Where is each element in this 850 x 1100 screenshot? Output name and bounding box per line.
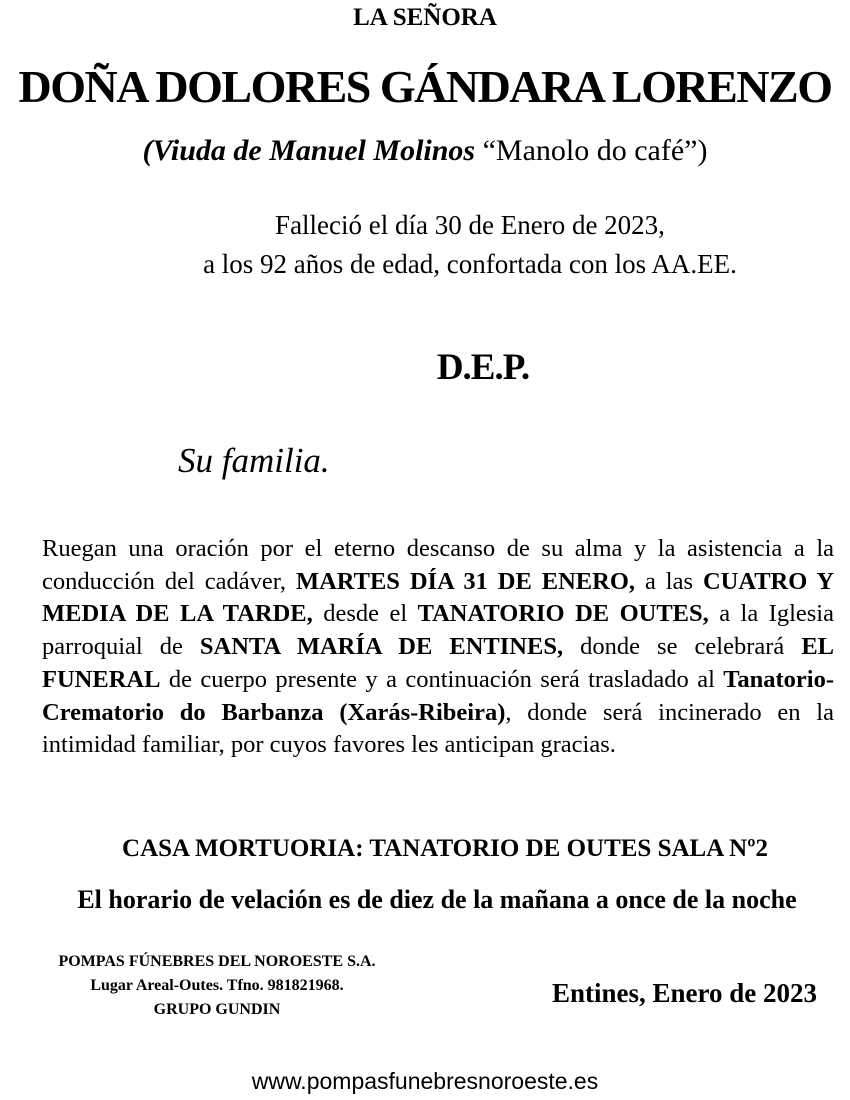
body-text-5: donde se celebrará <box>563 633 802 661</box>
death-age-line: a los 92 años de edad, confortada con los AA.EE. <box>203 249 737 279</box>
widow-line <box>0 134 850 168</box>
visiting-hours: El horario de velación es de diez de la mañana a once de la noche <box>77 885 797 914</box>
deceased-name: DOÑA DOLORES GÁNDARA LORENZO <box>18 61 832 112</box>
body-bold-origin: TANATORIO DE OUTES, <box>417 600 709 628</box>
body-text-7: , donde será incinerado en la intimidad familiar, por cuyos favores les anticipan gracias. <box>42 698 834 759</box>
place-date: Entines, Enero de 2023 <box>552 978 818 1008</box>
body-text-4: a la Iglesia parroquial de <box>42 600 834 661</box>
funeral-home-group: GRUPO GUNDIN <box>153 1001 281 1018</box>
body-text-1: Ruegan una oración por el eterno descanso de su alma y la asistencia a la conducción del cadáver, <box>42 535 834 595</box>
body-text-6: de cuerpo presente y a continuación será trasladado al <box>160 665 724 693</box>
body-text-2: a las <box>635 567 703 595</box>
website-link[interactable]: www.pompasfunebresnoroeste.es <box>251 1068 599 1094</box>
funeral-home-address: Lugar Areal-Outes. Tfno. 981821968. <box>90 977 344 994</box>
death-date-line: Falleció el día 30 de Enero de 2023, <box>275 210 665 240</box>
widow-nickname: “Manolo do café”) <box>482 134 708 167</box>
widow-prefix: (Viuda de Manuel Molinos <box>142 134 483 167</box>
casa-mortuoria: CASA MORTUORIA: TANATORIO DE OUTES SALA Nº2 <box>122 835 768 862</box>
body-bold-time: CUATRO Y MEDIA DE LA TARDE, <box>42 567 835 628</box>
funeral-announcement-text <box>42 533 834 762</box>
body-bold-funeral: EL FUNERAL <box>42 633 835 693</box>
body-bold-date: MARTES DÍA 31 DE ENERO, <box>295 567 636 595</box>
body-bold-crematorium: Tanatorio-Crematorio do Barbanza (Xarás-Ribeira) <box>42 665 834 726</box>
dep-heading: D.E.P. <box>436 347 530 388</box>
family-signature: Su familia. <box>178 441 330 480</box>
body-text-3: desde el <box>312 600 418 628</box>
body-bold-church: SANTA MARÍA DE ENTINES, <box>199 633 564 661</box>
honorific-heading: LA SEÑORA <box>353 4 497 31</box>
funeral-home-block <box>0 950 434 1022</box>
funeral-home-name: POMPAS FÚNEBRES DEL NOROESTE S.A. <box>58 953 376 970</box>
